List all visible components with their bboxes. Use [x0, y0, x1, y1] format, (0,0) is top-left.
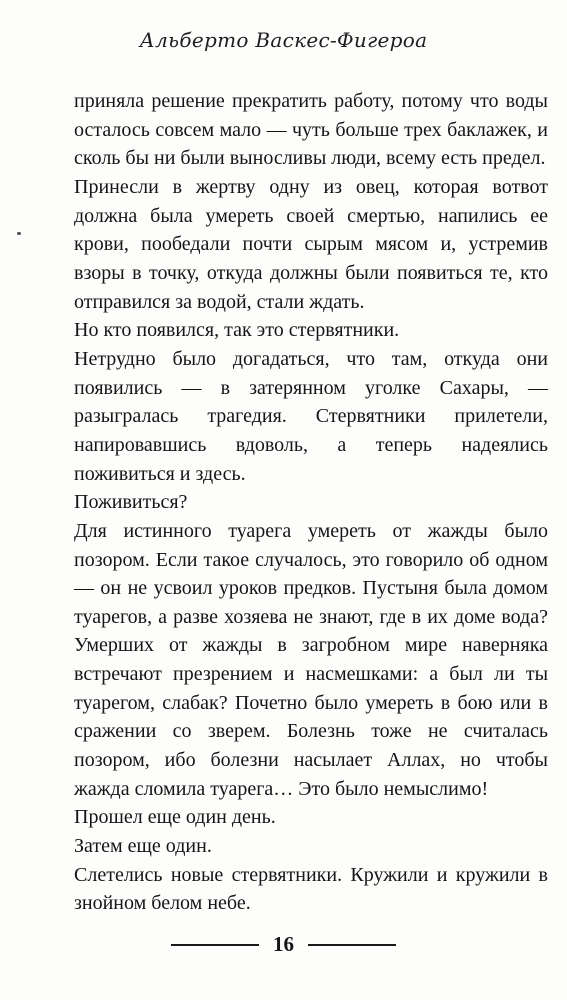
paragraph-9: Слетелись новые стервятники. Кружили и кружили в знойном белом небе.	[74, 863, 548, 915]
paragraph-1: приняла решение прекратить работу, потому что воды осталось совсем мало — чуть больше трех баклажек, и сколь бы ни были выносливы люди, всему есть предел.	[74, 90, 548, 170]
paragraph-3: Но кто появился, так это стервятники.	[74, 319, 400, 342]
paragraph-5: Поживиться?	[74, 491, 188, 514]
folio-rule-left	[171, 944, 259, 946]
paragraph-8: Затем еще один.	[74, 835, 212, 858]
margin-mark	[17, 232, 21, 235]
page-footer	[0, 932, 567, 957]
paragraph-4: Нетрудно было догадаться, что там, откуда они появились — в затерянном уголке Сахары, — разыгралась трагедия. Стервятники прилетели, напировавшись вдоволь, а теперь надеялись поживиться и здесь.	[74, 347, 548, 485]
paragraph-2: Принесли в жертву одну из овец, которая вотвот должна была умереть своей смертью, напились ее крови, пообедали почти сырым мясом и, устремив взоры в точку, откуда должны были появиться те, кто отправился за водой, стали ждать.	[74, 175, 548, 313]
paragraph-6: Для истинного туарега умереть от жажды было позором. Если такое случалось, это говорило об одном — он не усвоил уроков предков. Пустыня была домом туарегов, а разве хозяева не знают, где в их доме вода? Умерших от жажды в загробном мире наверняка встречают презрением и насмешками: а был ли ты туарегом, слабак? Почетно было умереть в бою или в сражении со зверем. Болезнь тоже не считалась позором, ибо болезни насылает Аллах, но чтобы жажда сломила туарега… Это было немыслимо!	[74, 519, 548, 800]
paragraph-7: Прошел еще один день.	[74, 806, 276, 829]
folio-rule-right	[308, 944, 396, 946]
page-number: 16	[273, 932, 294, 956]
running-head-title: Альберто Васкес-Фигероа	[139, 28, 428, 52]
body-text	[74, 87, 548, 918]
